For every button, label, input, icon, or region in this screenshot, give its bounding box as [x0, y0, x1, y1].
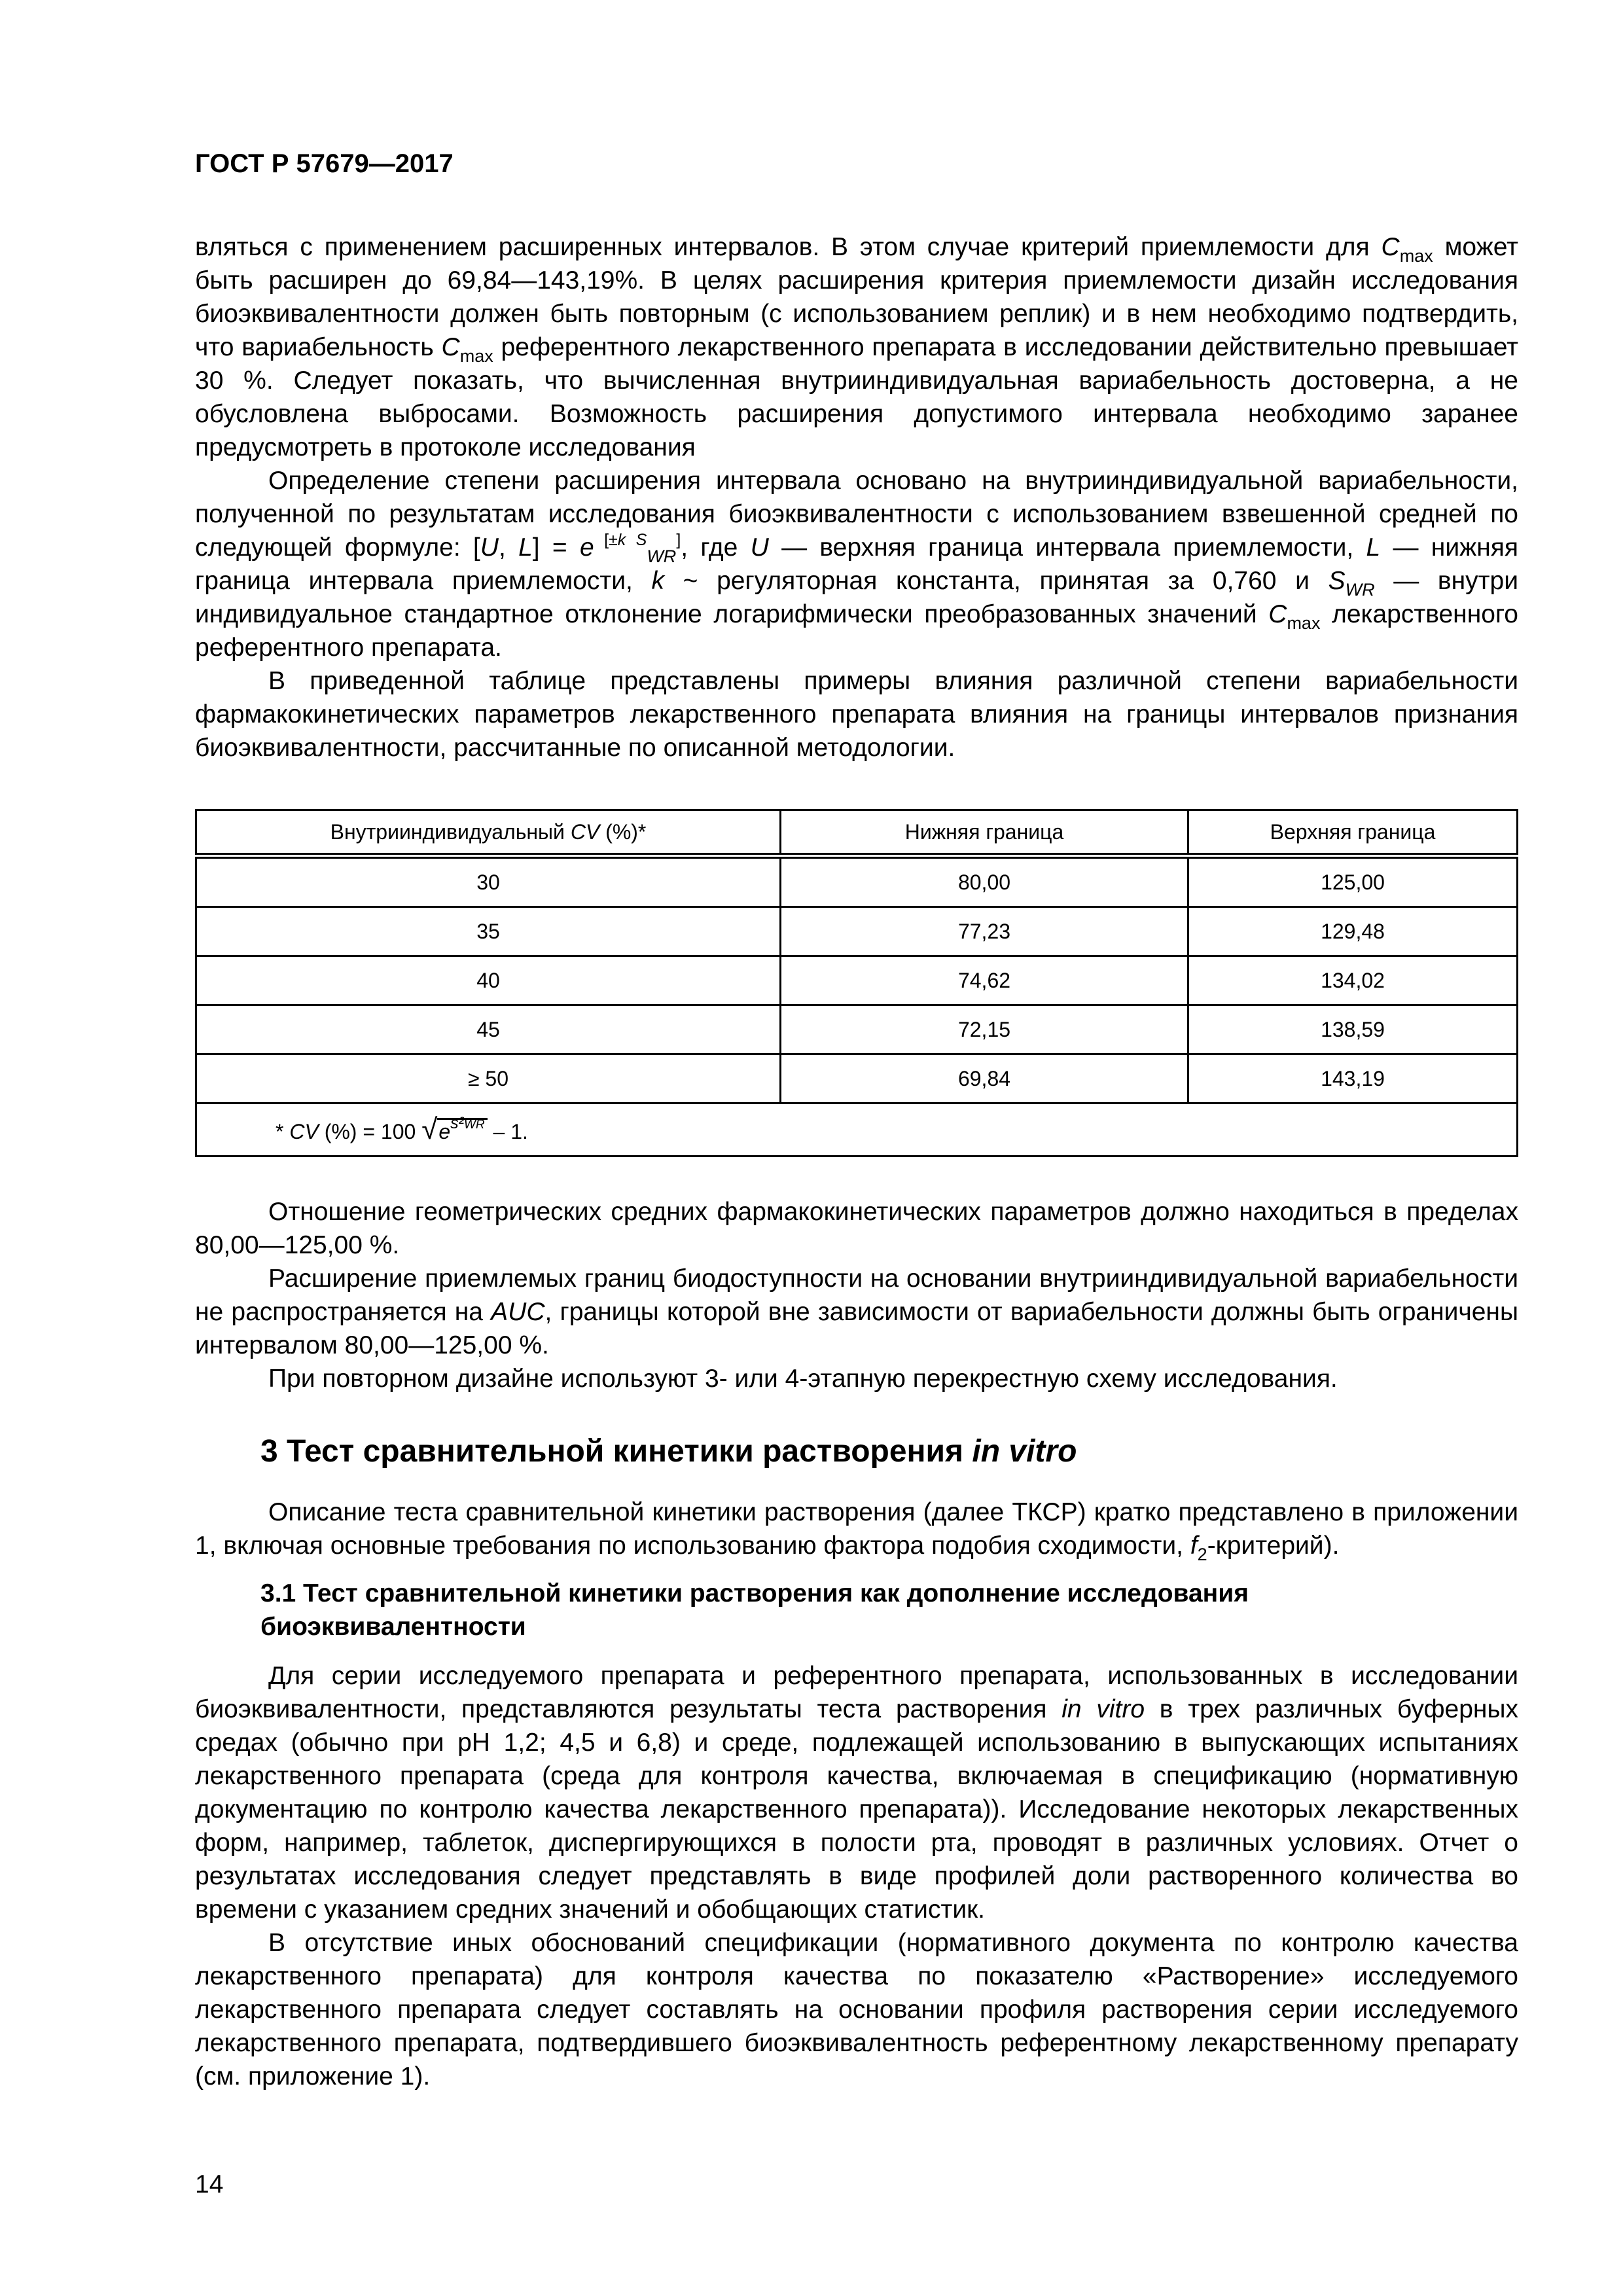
text-run: лекарственного референтного препарата. — [195, 600, 1518, 662]
text-run: , — [498, 533, 519, 562]
cell-lower: 74,62 — [781, 956, 1188, 1005]
cell-lower: 77,23 — [781, 907, 1188, 956]
cv-limits-table — [195, 809, 1518, 1157]
text-run: — внутри индивидуальное стандартное отклонение логарифмически преобразованных значений — [195, 567, 1518, 628]
paragraphs-mid — [195, 1195, 1518, 1395]
cell-lower: 69,84 — [781, 1054, 1188, 1103]
cell-cv: 35 — [196, 907, 781, 956]
formula-part: C — [1268, 600, 1287, 628]
text-run: При повторном дизайне используют 3- или 4-этапную перекрестную схему исследования. — [268, 1365, 1338, 1393]
footnote-e: e — [438, 1120, 451, 1143]
cell-upper: 143,19 — [1188, 1054, 1518, 1103]
text-run: может быть расширен до 69,84—143,19%. В целях расширения критерия приемлемости дизайн исследования биоэквивалентности должен быть повторным (с использованием реплик) и в нем необходимо подтвердить, что вариабельность — [195, 233, 1518, 361]
footnote-eq: (%) = 100 — [318, 1120, 422, 1143]
formula-part: e — [579, 533, 594, 562]
text-run: — верхняя граница интервала приемлемости, — [768, 533, 1366, 562]
cell-upper: 125,00 — [1188, 856, 1518, 907]
text-run: , границы которой вне зависимости от вариабельности должны быть ограничены интервалом 80,00—125,00 %. — [195, 1298, 1519, 1359]
paragraphs-s31 — [195, 1659, 1518, 2093]
text-run: Расширение приемлемых границ биодоступности на основании внутрииндивидуальной вариабельности не распространяется на — [195, 1265, 1518, 1326]
page-number: 14 — [195, 2170, 224, 2198]
text-run: в трех различных буферных средах (обычно при рН 1,2; 4,5 и 6,8) и среде, подлежащей использованию в выпускающих испытаниях лекарственного препарата (среда для контроля качества, включаемая в спецификацию (нормативную документацию по контролю качества лекарственного препарата)). Исследование некоторых лекарственных форм, например, таблеток, диспергирующихся в полости рта, проводят в различных условиях. Отчет о результатах исследования следует представлять в виде профилей доли растворенного количества во времени с указанием средних значений и обобщающих статистик. — [195, 1695, 1518, 1924]
section-3-title-italic: in vitro — [972, 1434, 1077, 1469]
section-3-title: 3 Тест сравнительной кинетики растворения — [260, 1434, 972, 1469]
text-run: — нижняя граница интервала приемлемости, — [195, 533, 1518, 595]
footnote-cv: CV — [289, 1120, 319, 1143]
footnote-tail: – 1. — [487, 1120, 528, 1143]
page-content — [195, 230, 1518, 2093]
text-run: вляться с применением расширенных интервалов. В этом случае критерий приемлемости для — [195, 233, 1382, 261]
text-run: ] = — [532, 533, 580, 562]
cell-cv: 30 — [196, 856, 781, 907]
formula-part: 2 — [1197, 1545, 1207, 1564]
cell-cv: 45 — [196, 1005, 781, 1054]
cell-cv: 40 — [196, 956, 781, 1005]
table-row — [196, 907, 1518, 956]
formula-part: U — [480, 533, 499, 562]
formula-part: max — [459, 346, 493, 366]
document-id: ГОСТ Р 57679—2017 — [195, 149, 454, 178]
text-run: , где — [681, 533, 751, 562]
formula-part: L — [518, 533, 533, 562]
formula-part: k — [651, 567, 664, 595]
section-3-heading — [260, 1433, 1518, 1469]
formula-part: k S — [617, 531, 647, 549]
text-run: Для серии исследуемого препарата и референтного препарата, использованных в исследовании биоэквивалентности, представляются результаты теста растворения — [195, 1662, 1518, 1723]
cell-upper: 138,59 — [1188, 1005, 1518, 1054]
text-run: референтного лекарственного препарата в исследовании действительно превышает 30 %. Следует показать, что вычисленная внутрииндивидуальная вариабельность достоверна, а не обусловлена выбросами. Возможность расширения допустимого интервала необходимо заранее предусмотреть в протоколе исследования — [195, 333, 1518, 461]
sqrt-sign: √ — [421, 1113, 438, 1145]
col-header-upper: Верхняя граница — [1188, 810, 1518, 856]
cell-upper: 134,02 — [1188, 956, 1518, 1005]
cell-lower: 80,00 — [781, 856, 1188, 907]
col-header-text: Внутрииндивидуальный — [330, 819, 571, 844]
table-row — [196, 856, 1518, 907]
col-header-cv-italic: CV — [570, 819, 600, 844]
formula-part: C — [441, 333, 460, 361]
paragraph — [195, 1496, 1518, 1562]
paragraph — [195, 1362, 1518, 1395]
footnote-star: * — [276, 1120, 290, 1143]
paragraph — [195, 1659, 1518, 1926]
text-run: Определение степени расширения интервала основано на внутрииндивидуальной вариабельности, полученной по результатам исследования биоэквивалентности с использованием взвешенной средней по следующей формуле: [ — [195, 467, 1518, 562]
table-row — [196, 1005, 1518, 1054]
text-run: -критерий). — [1207, 1532, 1340, 1560]
col-header-text: (%)* — [599, 819, 647, 844]
paragraph — [195, 230, 1518, 464]
formula-part: in vitro — [1061, 1695, 1145, 1723]
text-run: ~ регуляторная константа, принятая за 0,760 и — [664, 567, 1329, 595]
table-header-row — [196, 810, 1518, 856]
cell-lower: 72,15 — [781, 1005, 1188, 1054]
formula-part: max — [1287, 613, 1321, 633]
text-run: Отношение геометрических средних фармакокинетических параметров должно находиться в пределах 80,00—125,00 %. — [195, 1198, 1518, 1259]
table-row — [196, 1054, 1518, 1103]
paragraphs-s3 — [195, 1496, 1518, 1562]
paragraph — [195, 1926, 1518, 2093]
formula-part: L — [1366, 533, 1381, 562]
paragraph — [195, 1195, 1518, 1262]
sqrt-radicand — [437, 1114, 487, 1144]
formula-part: ] — [676, 531, 681, 549]
formula-part: f — [1190, 1532, 1198, 1560]
formula-part: AUC — [491, 1298, 545, 1326]
formula-part: WR — [1345, 580, 1375, 600]
col-header-cv — [196, 810, 781, 856]
cell-cv: ≥ 50 — [196, 1054, 781, 1103]
footnote-wr: WR — [463, 1118, 485, 1132]
col-header-lower: Нижняя граница — [781, 810, 1188, 856]
text-run: В отсутствие иных обоснований спецификации (нормативного документа по контролю качества лекарственного препарата) для контроля качества по показателю «Растворение» исследуемого лекарственного препарата следует составлять на основании профиля растворения серии исследуемого лекарственного препарата, подтвердившего биоэквивалентность референтному лекарственному препарату (см. приложение 1). — [195, 1929, 1518, 2090]
formula-part: S — [1328, 567, 1346, 595]
footnote-s2: s² — [450, 1114, 464, 1132]
formula-part: max — [1399, 246, 1433, 266]
formula-part: [± — [594, 531, 618, 549]
paragraph — [195, 464, 1518, 664]
table-footnote — [196, 1103, 1518, 1157]
formula-part: U — [750, 533, 769, 562]
paragraph — [195, 664, 1518, 764]
cell-upper: 129,48 — [1188, 907, 1518, 956]
table-row — [196, 956, 1518, 1005]
text-run: В приведенной таблице представлены примеры влияния различной степени вариабельности фармакокинетических параметров лекарственного препарата влияния на границы интервалов признания биоэквивалентности, рассчитанные по описанной методологии. — [195, 667, 1518, 762]
paragraphs-top — [195, 230, 1518, 764]
paragraph — [195, 1262, 1518, 1362]
formula-part: WR — [647, 547, 677, 566]
formula-part: C — [1381, 233, 1400, 261]
section-3-1-heading: 3.1 Тест сравнительной кинетики растворения как дополнение исследования биоэквивалентности — [260, 1579, 1249, 1641]
text-run: Описание теста сравнительной кинетики растворения (далее ТКСР) кратко представлено в приложении 1, включая основные требования по использованию фактора подобия сходимости, — [195, 1498, 1518, 1560]
